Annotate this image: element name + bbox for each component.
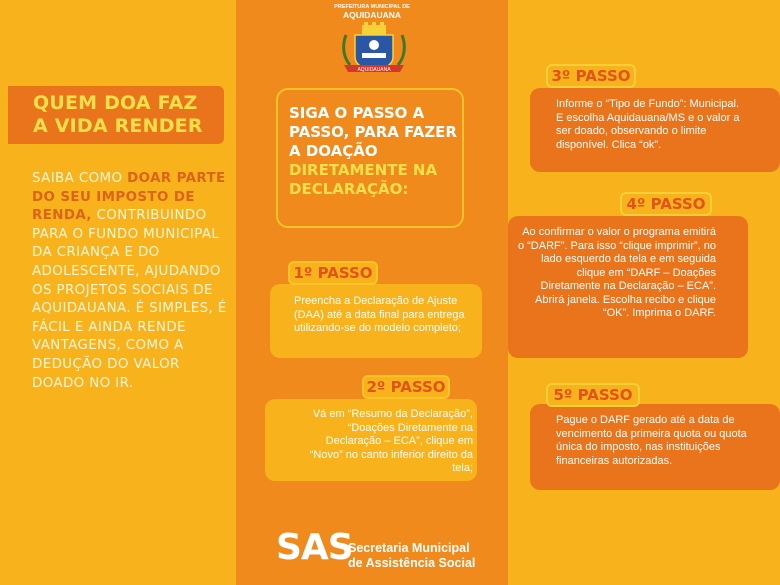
slogan — [33, 92, 223, 138]
crest-banner-text: AQUIDAUANA — [357, 67, 391, 73]
sas-logo-line-2: de Assistência Social — [348, 556, 476, 570]
intro-heading-yellow: DIRETAMENTE NA DECLARAÇÃO: — [289, 161, 438, 198]
slogan-line-1: QUEM DOA FAZ — [33, 92, 198, 114]
step-5-text: Pague o DARF gerado até a data de vencimento da primeira quota ou quota única do imposto, nas instituições financeiras autorizadas. — [556, 414, 747, 467]
step-5-box — [530, 404, 780, 490]
step-2-text: Vá em “Resumo da Declaração”, “Doações Diretamente na Declaração – ECA”, clique em “Novo” no canto inferior direito da tela; — [309, 408, 473, 474]
step-4-box — [508, 216, 748, 358]
step-5-label: 5º PASSO — [546, 383, 640, 407]
step-3-box — [530, 88, 780, 172]
slogan-line-2: A VIDA RENDER — [33, 115, 203, 137]
step-2-label: 2º PASSO — [362, 375, 450, 399]
city-crest-icon — [340, 21, 408, 77]
step-1-box — [270, 284, 482, 358]
intro-heading — [289, 104, 469, 199]
step-3-label: 3º PASSO — [546, 64, 636, 88]
crest-caption-city: AQUIDAUANA — [342, 10, 402, 20]
intro-paragraph — [32, 170, 232, 393]
sas-logo-acronym: SAS — [276, 527, 353, 568]
crest-caption-top: PREFEITURA MUNICIPAL DE — [334, 4, 410, 10]
step-1-text: Preencha a Declaração de Ajuste (DAA) até a data final para entrega utilizando-se do modelo completo; — [294, 295, 465, 334]
step-1-label: 1º PASSO — [288, 261, 378, 285]
sas-logo-line-1: Secretaria Municipal — [348, 541, 470, 555]
sas-logo-name — [348, 541, 475, 571]
step-4-text: Ao confirmar o valor o programa emitirá o “DARF”. Para isso “clique imprimir”, no lado esquerdo da tela e em seguida clique em “DARF – Doações Diretamente na Declaração – ECA”. Abrirá janela. Escolha recibo e clique “OK”. Imprima o DARF. — [517, 226, 716, 319]
body-text-highlight: DOAR PARTE DO SEU IMPOSTO DE RENDA, — [32, 171, 226, 224]
step-2-box — [265, 399, 477, 481]
intro-heading-white: SIGA O PASSO A PASSO, PARA FAZER A DOAÇÃO — [289, 104, 457, 160]
body-text-start: SAIBA COMO — [32, 171, 123, 186]
step-3-text: Informe o “Tipo de Fundo”: Municipal. E escolha Aquidauana/MS e o valor a ser doado, observando o limite disponível. Clica “ok”. — [556, 98, 740, 151]
body-text-end: CONTRIBUINDO PARA O FUNDO MUNICIPAL DA CRIANÇA E DO ADOLESCENTE, AJUDANDO OS PROJETOS SOCIAIS DE AQUIDAUANA. É SIMPLES, É FÁCIL E AINDA RENDE VANTAGENS, COMO A DEDUÇÃO DO VALOR DOADO NO IR. — [32, 208, 227, 391]
step-4-label: 4º PASSO — [620, 192, 712, 216]
